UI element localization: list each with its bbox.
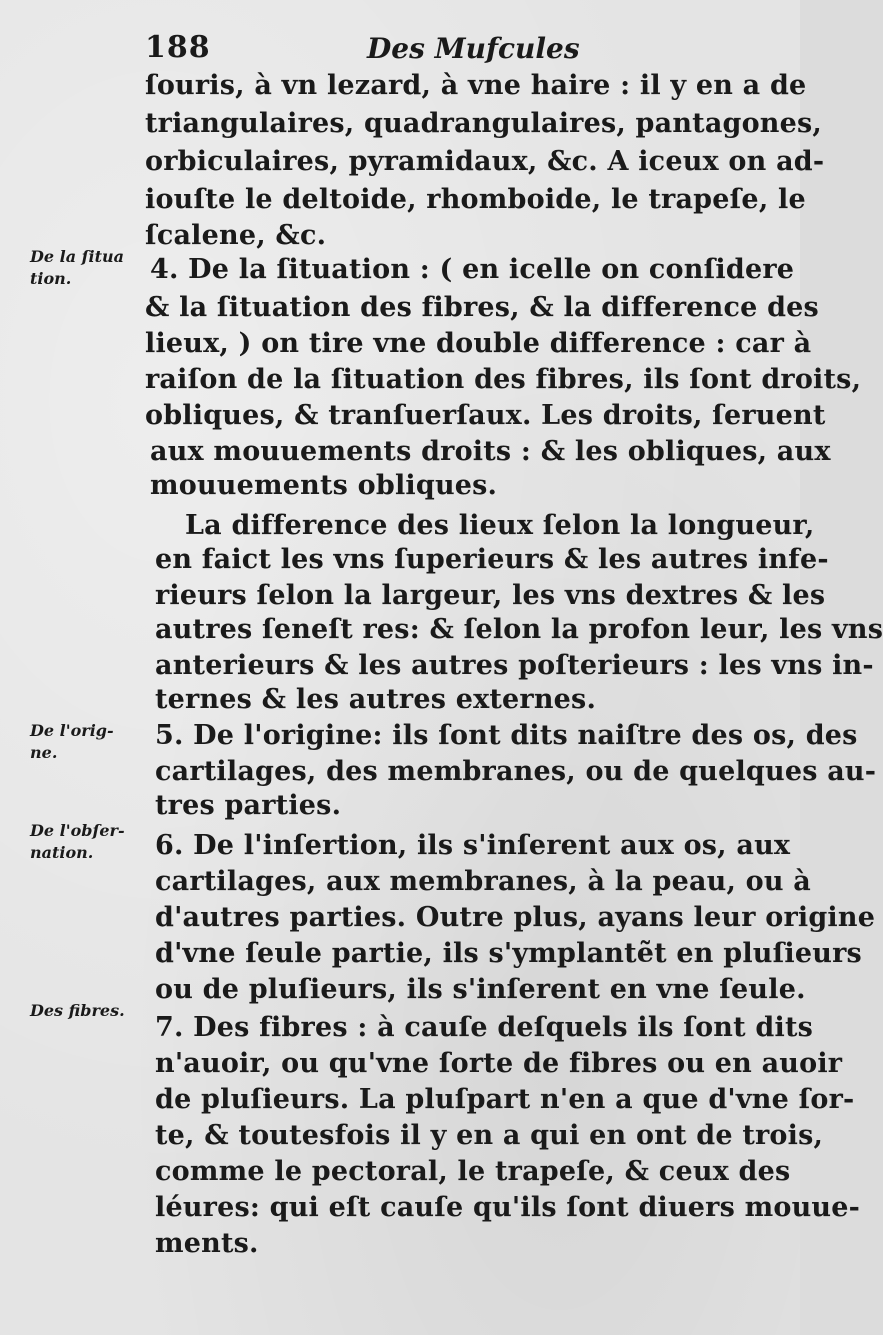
text-line: autres ſeneſt res: & ſelon la profon leur, les vns xyxy=(155,614,883,645)
text-line: cartilages, des membranes, ou de quelques au- xyxy=(155,756,877,787)
page-number: 188 xyxy=(145,30,211,65)
text-line: 5. De l'origine: ils ſont dits naiſtre des os, des xyxy=(155,720,858,751)
text-line: anterieurs & les autres poſterieurs : les vns in- xyxy=(155,650,874,681)
margin-note-observation xyxy=(30,820,125,864)
margin-note-line: nation. xyxy=(30,843,94,862)
text-line: 4. De la ſituation : ( en icelle on conſidere xyxy=(150,254,795,285)
text-line: d'autres parties. Outre plus, ayans leur origine xyxy=(155,902,876,933)
margin-note-line: De l'obſer- xyxy=(30,821,125,840)
text-line: ſcalene, &c. xyxy=(145,220,327,251)
text-line: ſouris, à vn lezard, à vne haire : il y en a de xyxy=(145,70,807,101)
text-line: te, & toutesfois il y en a qui en ont de trois, xyxy=(155,1120,824,1151)
text-line: tres parties. xyxy=(155,790,342,821)
text-line: léures: qui eſt cauſe qu'ils ſont diuers mouue- xyxy=(155,1192,861,1223)
text-line: lieux, ) on tire vne double difference : car à xyxy=(145,328,812,359)
text-line: comme le pectoral, le trapeſe, & ceux des xyxy=(155,1156,791,1187)
text-line: rieurs ſelon la largeur, les vns dextres & les xyxy=(155,580,826,611)
margin-note-line: ne. xyxy=(30,743,58,762)
margin-note-line: tion. xyxy=(30,269,72,288)
text-line: 7. Des fibres : à cauſe deſquels ils ſont dits xyxy=(155,1012,814,1043)
text-line: raiſon de la ſituation des fibres, ils ſont droits, xyxy=(145,364,862,395)
text-line: de pluſieurs. La pluſpart n'en a que d'vne ſor- xyxy=(155,1084,855,1115)
margin-note-line: De la ſitua xyxy=(30,247,124,266)
text-line: mouuements obliques. xyxy=(150,470,498,501)
text-line: triangulaires, quadrangulaires, pantagones, xyxy=(145,108,823,139)
text-line: orbiculaires, pyramidaux, &c. A iceux on ad- xyxy=(145,146,825,177)
text-line: 6. De l'inſertion, ils s'inſerent aux os, aux xyxy=(155,830,791,861)
page-header xyxy=(145,30,755,70)
text-line: & la ſituation des fibres, & la difference des xyxy=(145,292,819,323)
margin-note-line: Des fibres. xyxy=(30,1001,125,1020)
text-line: ternes & les autres externes. xyxy=(155,684,597,715)
text-line: aux mouuements droits : & les obliques, aux xyxy=(150,436,831,467)
margin-note-fibres xyxy=(30,1000,125,1022)
margin-note-situation xyxy=(30,246,124,290)
text-line: La difference des lieux ſelon la longueur, xyxy=(185,510,815,541)
text-line: obliques, & tranſuerſaux. Les droits, ſeruent xyxy=(145,400,826,431)
text-line: d'vne ſeule partie, ils s'ymplantẽt en pluſieurs xyxy=(155,938,862,969)
text-line: ments. xyxy=(155,1228,259,1259)
margin-note-origine xyxy=(30,720,114,764)
text-line: iouſte le deltoide, rhomboide, le trapeſe, le xyxy=(145,184,806,215)
text-line: en faict les vns ſuperieurs & les autres infe- xyxy=(155,544,829,575)
text-line: n'auoir, ou qu'vne ſorte de fibres ou en auoir xyxy=(155,1048,843,1079)
running-title: Des Mufcules xyxy=(367,32,580,65)
text-line: cartilages, aux membranes, à la peau, ou à xyxy=(155,866,812,897)
margin-note-line: De l'orig- xyxy=(30,721,114,740)
text-line: ou de pluſieurs, ils s'inſerent en vne ſeule. xyxy=(155,974,806,1005)
